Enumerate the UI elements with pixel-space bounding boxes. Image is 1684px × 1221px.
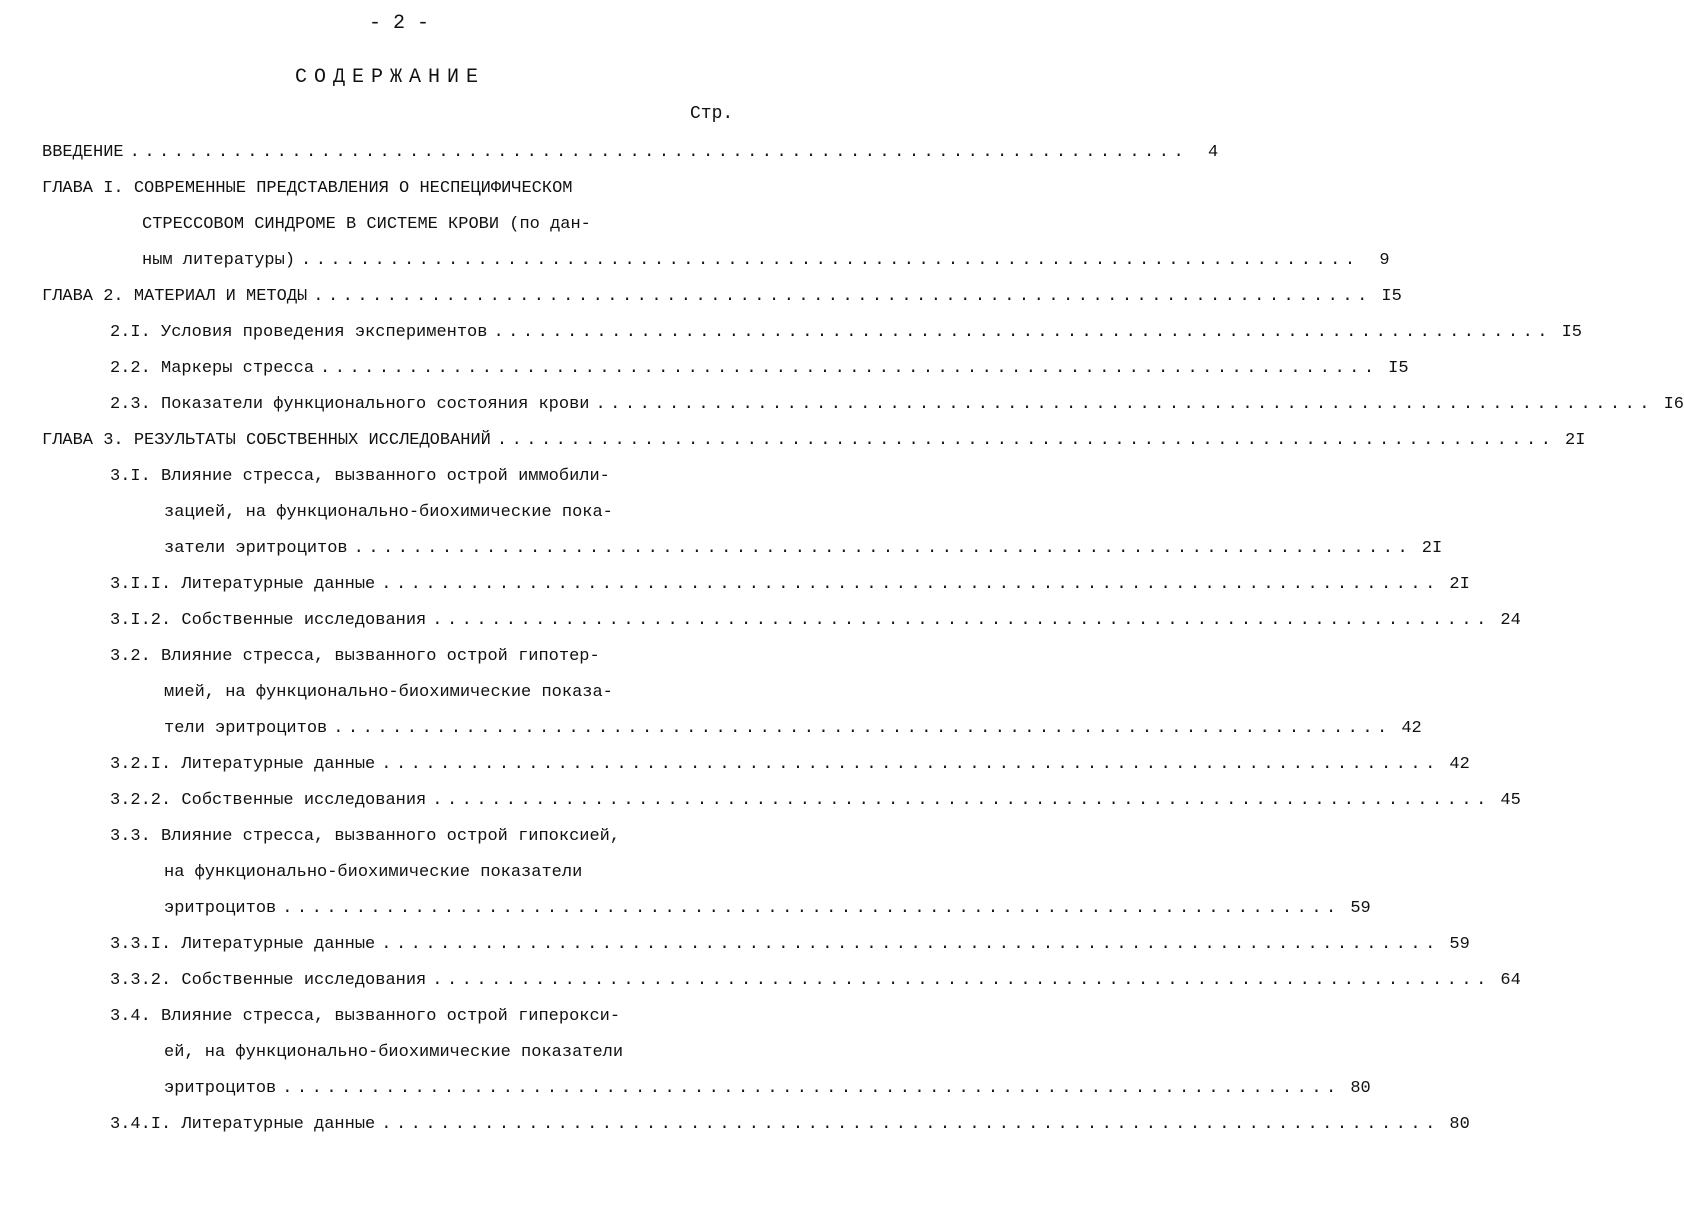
toc-entry-text: 3.I. Влияние стресса, вызванного острой иммобили- [110,467,610,486]
toc-page-number: 45 [1500,791,1521,810]
toc-entry [110,1112,1470,1138]
toc-page-number: 2I [1421,539,1443,558]
toc-entry-text: ГЛАВА 3. РЕЗУЛЬТАТЫ СОБСТВЕННЫХ ИССЛЕДОВАНИЙ [42,431,491,450]
toc-entry-text: эритроцитов [164,899,277,918]
toc-entry [110,788,1521,814]
toc-page-number: 59 [1350,899,1371,918]
leader-dots: ........................................................................ [301,251,1360,270]
toc-page-number: 42 [1449,755,1470,774]
leader-dots: ........................................................................ [432,611,1491,630]
toc-entry-text: 2.I. Условия проведения экспериментов [110,323,488,342]
toc-entry-text: 3.2.I. Литературные данные [110,755,376,774]
toc-entry-text: эритроцитов [164,1079,277,1098]
toc-entry-text: ВВЕДЕНИЕ [42,143,124,162]
toc-entry [164,1076,1371,1102]
toc-entry-text: 3.I.2. Собственные исследования [110,611,427,630]
page-column-header: Стр. [690,104,734,124]
toc-entry-text: на функционально-биохимические показатели [164,863,583,882]
toc-entry [110,932,1470,958]
toc-entry-text: ГЛАВА 2. МАТЕРИАЛ И МЕТОДЫ [42,287,308,306]
toc-page-number: 4 [1207,143,1219,162]
toc-page-number: I5 [1388,359,1409,378]
leader-dots: ........................................................................ [432,971,1491,990]
toc-entry-text: 3.I.I. Литературные данные [110,575,376,594]
leader-dots: ........................................................................ [493,323,1552,342]
toc-entry [110,356,1409,382]
toc-entry [110,392,1684,418]
toc-page-number: 2I [1449,575,1470,594]
leader-dots: ........................................................................ [381,755,1440,774]
toc-page-number: 24 [1500,611,1521,630]
leader-dots: ........................................................................ [432,791,1491,810]
leader-dots: ........................................................................ [595,395,1655,414]
toc-entry [164,896,1371,922]
toc-entry [110,572,1470,598]
toc-page-number: I6 [1663,395,1684,414]
toc-page-number: 80 [1350,1079,1371,1098]
leader-dots: ........................................................................ [381,935,1440,954]
toc-entry-text: затели эритроцитов [164,539,348,558]
toc-entry-text: ей, на функционально-биохимические показатели [164,1043,624,1062]
leader-dots: ........................................................................ [381,1115,1440,1134]
toc-entry [142,248,1390,274]
leader-dots: ........................................................................ [320,359,1379,378]
toc-entry-text: 3.3. Влияние стресса, вызванного острой гипоксией, [110,827,621,846]
toc-entry [42,140,1219,166]
toc-page-number: I5 [1381,287,1402,306]
leader-dots: ........................................................................ [282,899,1341,918]
toc-page-number: 64 [1500,971,1521,990]
toc-entry-text: 3.4. Влияние стресса, вызванного острой гиперокси- [110,1007,621,1026]
leader-dots: ........................................................................ [282,1079,1341,1098]
toc-entry [110,320,1582,346]
toc-entry-text: мией, на функционально-биохимические показа- [164,683,613,702]
leader-dots: ........................................................................ [129,143,1189,162]
toc-page-number: 42 [1401,719,1422,738]
toc-entry-text: 2.2. Маркеры стресса [110,359,315,378]
toc-entry-text: 3.4.I. Литературные данные [110,1115,376,1134]
toc-page-number: 80 [1449,1115,1470,1134]
page-title: СОДЕРЖАНИЕ [294,66,486,89]
toc-entry-text: 2.3. Показатели функционального состояния крови [110,395,590,414]
toc-entry-text: ным литературы) [142,251,296,270]
toc-page-number: 2I [1565,431,1586,450]
toc-entry [42,428,1586,454]
toc-entry-text: 3.3.2. Собственные исследования [110,971,427,990]
toc-entry-text: 3.2.2. Собственные исследования [110,791,427,810]
toc-entry-text: СТРЕССОВОМ СИНДРОМЕ В СИСТЕМЕ КРОВИ (по дан- [142,215,591,234]
toc-entry-text: зацией, на функционально-биохимические пока- [164,503,613,522]
leader-dots: ........................................................................ [353,539,1413,558]
toc-entry-text: тели эритроцитов [164,719,328,738]
toc-entry-text: 3.3.I. Литературные данные [110,935,376,954]
page-number: - 2 - [368,12,429,35]
leader-dots: ........................................................................ [496,431,1556,450]
toc-entry [110,752,1470,778]
toc-page-number: I5 [1561,323,1582,342]
toc-entry [42,284,1402,310]
toc-entry [110,968,1521,994]
toc-entry [110,608,1521,634]
toc-entry-text: 3.2. Влияние стресса, вызванного острой гипотер- [110,647,600,666]
toc-entry [164,536,1443,562]
toc-entry-text: ГЛАВА I. СОВРЕМЕННЫЕ ПРЕДСТАВЛЕНИЯ О НЕСПЕЦИФИЧЕСКОМ [42,179,573,198]
toc-entry [164,716,1422,742]
toc-page-number: 59 [1449,935,1470,954]
toc-page-number: 9 [1379,251,1390,270]
leader-dots: ........................................................................ [333,719,1392,738]
leader-dots: ........................................................................ [381,575,1440,594]
leader-dots: ........................................................................ [313,287,1372,306]
